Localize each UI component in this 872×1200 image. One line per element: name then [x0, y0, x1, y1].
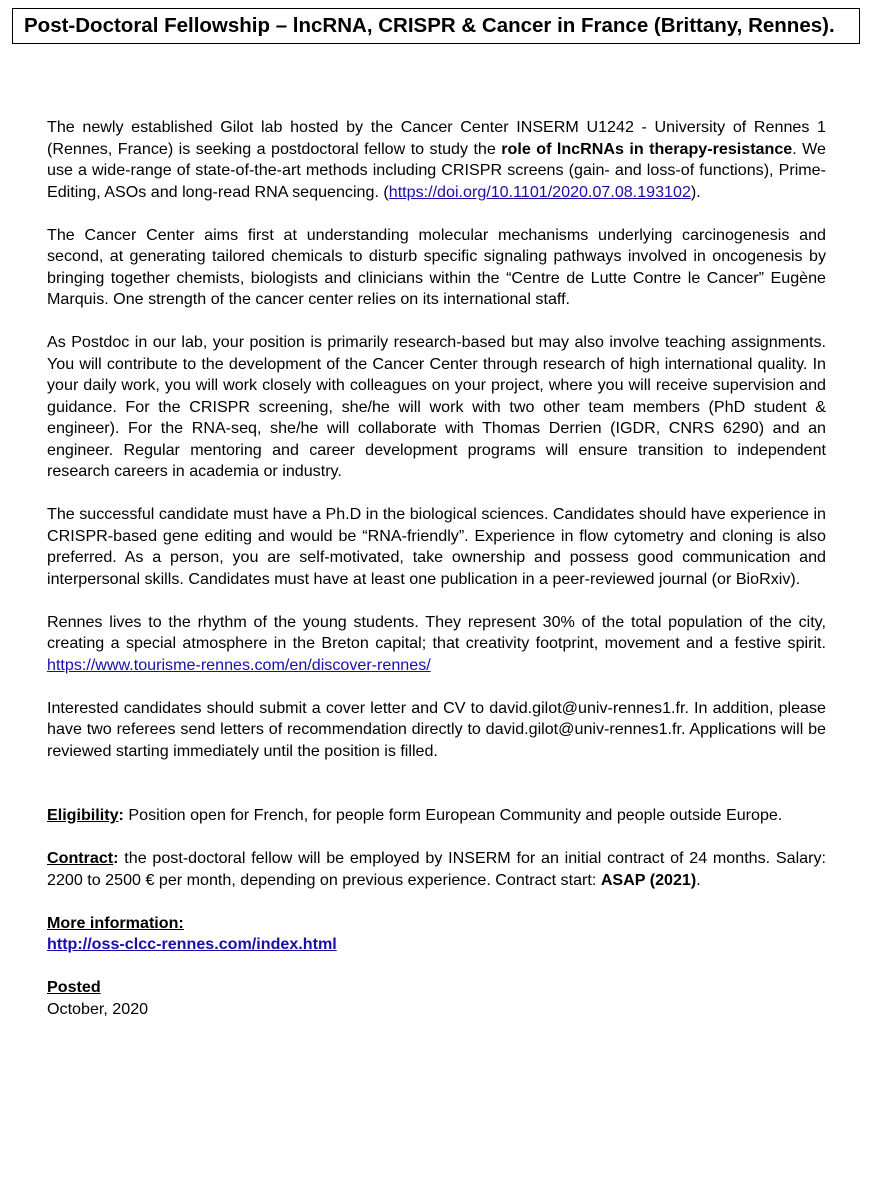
- more-information-section: [47, 913, 826, 956]
- page-title: Post-Doctoral Fellowship – lncRNA, CRISPR & Cancer in France (Brittany, Rennes).: [12, 8, 860, 44]
- contract-label: Contract: [47, 849, 114, 867]
- contract-text: the post-doctoral fellow will be employed by INSERM for an initial contract of 24 months. Salary: 2200 to 2500 € per month, depending on previous experience. Contract start:: [47, 849, 826, 889]
- doi-link[interactable]: https://doi.org/10.1101/2020.07.08.193102: [388, 182, 691, 201]
- intro-text-a: The newly established Gilot lab hosted by the Cancer Center INSERM U1242 - University of Rennes 1 (Rennes, France) is seeking a postdoctoral fellow to study the: [47, 118, 826, 158]
- rennes-paragraph: [47, 612, 826, 677]
- contract-end: .: [696, 870, 701, 889]
- contract-section: [47, 848, 826, 891]
- posted-date: October, 2020: [47, 999, 149, 1018]
- contract-start: ASAP (2021): [600, 870, 697, 889]
- cancer-center-paragraph: The Cancer Center aims first at understanding molecular mechanisms underlying carcinogenesis and second, at generating tailored chemicals to disturb specific signaling pathways involved in oncogenesis by bringing together chemists, biologists and clinicians within the “Centre de Lutte Contre le Cancer” Eugène Marquis. One strength of the cancer center relies on its international staff.: [47, 225, 826, 308]
- more-information-label: More information:: [47, 913, 184, 932]
- contract-colon: :: [113, 849, 119, 867]
- requirements-paragraph: The successful candidate must have a Ph.D in the biological sciences. Candidates should have experience in CRISPR-based gene editing and would be “RNA-friendly”. Experience in flow cytometry and cloning is also preferred. As a person, you are self-motivated, take ownership and possess good communication and interpersonal skills. Candidates must have at least one publication in a peer-reviewed journal (or BioRxiv).: [47, 505, 826, 588]
- tourism-link[interactable]: https://www.tourisme-rennes.com/en/discover-rennes/: [47, 655, 431, 674]
- intro-text-b: . We use a wide-range of state-of-the-art methods including CRISPR screens (gain- and loss-of functions), Prime-Editing, ASOs and long-read RNA sequencing. (: [47, 139, 827, 201]
- eligibility-label: Eligibility: [47, 806, 119, 824]
- eligibility-colon: :: [118, 806, 124, 824]
- intro-highlight: role of lncRNAs in therapy-resistance: [501, 139, 793, 158]
- rennes-text: Rennes lives to the rhythm of the young students. They represent 30% of the total population of the city, creating a special atmosphere in the Breton capital; that creativity footprint, movement and a festive spirit.: [47, 612, 826, 652]
- application-paragraph: Interested candidates should submit a cover letter and CV to david.gilot@univ-rennes1.fr. In addition, please have two referees send letters of recommendation directly to david.gilot@univ-rennes1.fr. Applications will be reviewed starting immediately until the position is filled.: [47, 698, 826, 760]
- intro-text-c: ).: [690, 182, 701, 201]
- job-posting-body: [47, 117, 826, 1020]
- posted-label: Posted: [47, 978, 101, 996]
- postdoc-role-paragraph: As Postdoc in our lab, your position is primarily research-based but may also involve teaching assignments. You will contribute to the development of the Cancer Center through research of high international quality. In your daily work, you will work closely with colleagues on your project, where you will receive supervision and guidance. For the CRISPR screening, she/he will work with two other team members (PhD student & engineer). For the RNA-seq, she/he will collaborate with Thomas Derrien (IGDR, CNRS 6290) and an engineer. Regular mentoring and career development programs will ensure transition to independent research careers in academia or industry.: [47, 333, 826, 480]
- posted-section: [47, 977, 826, 1020]
- eligibility-section: [47, 805, 826, 827]
- eligibility-text: Position open for French, for people form European Community and people outside Europe.: [123, 806, 783, 824]
- oss-clcc-link[interactable]: http://oss-clcc-rennes.com/index.html: [47, 935, 337, 953]
- intro-paragraph: [47, 117, 826, 203]
